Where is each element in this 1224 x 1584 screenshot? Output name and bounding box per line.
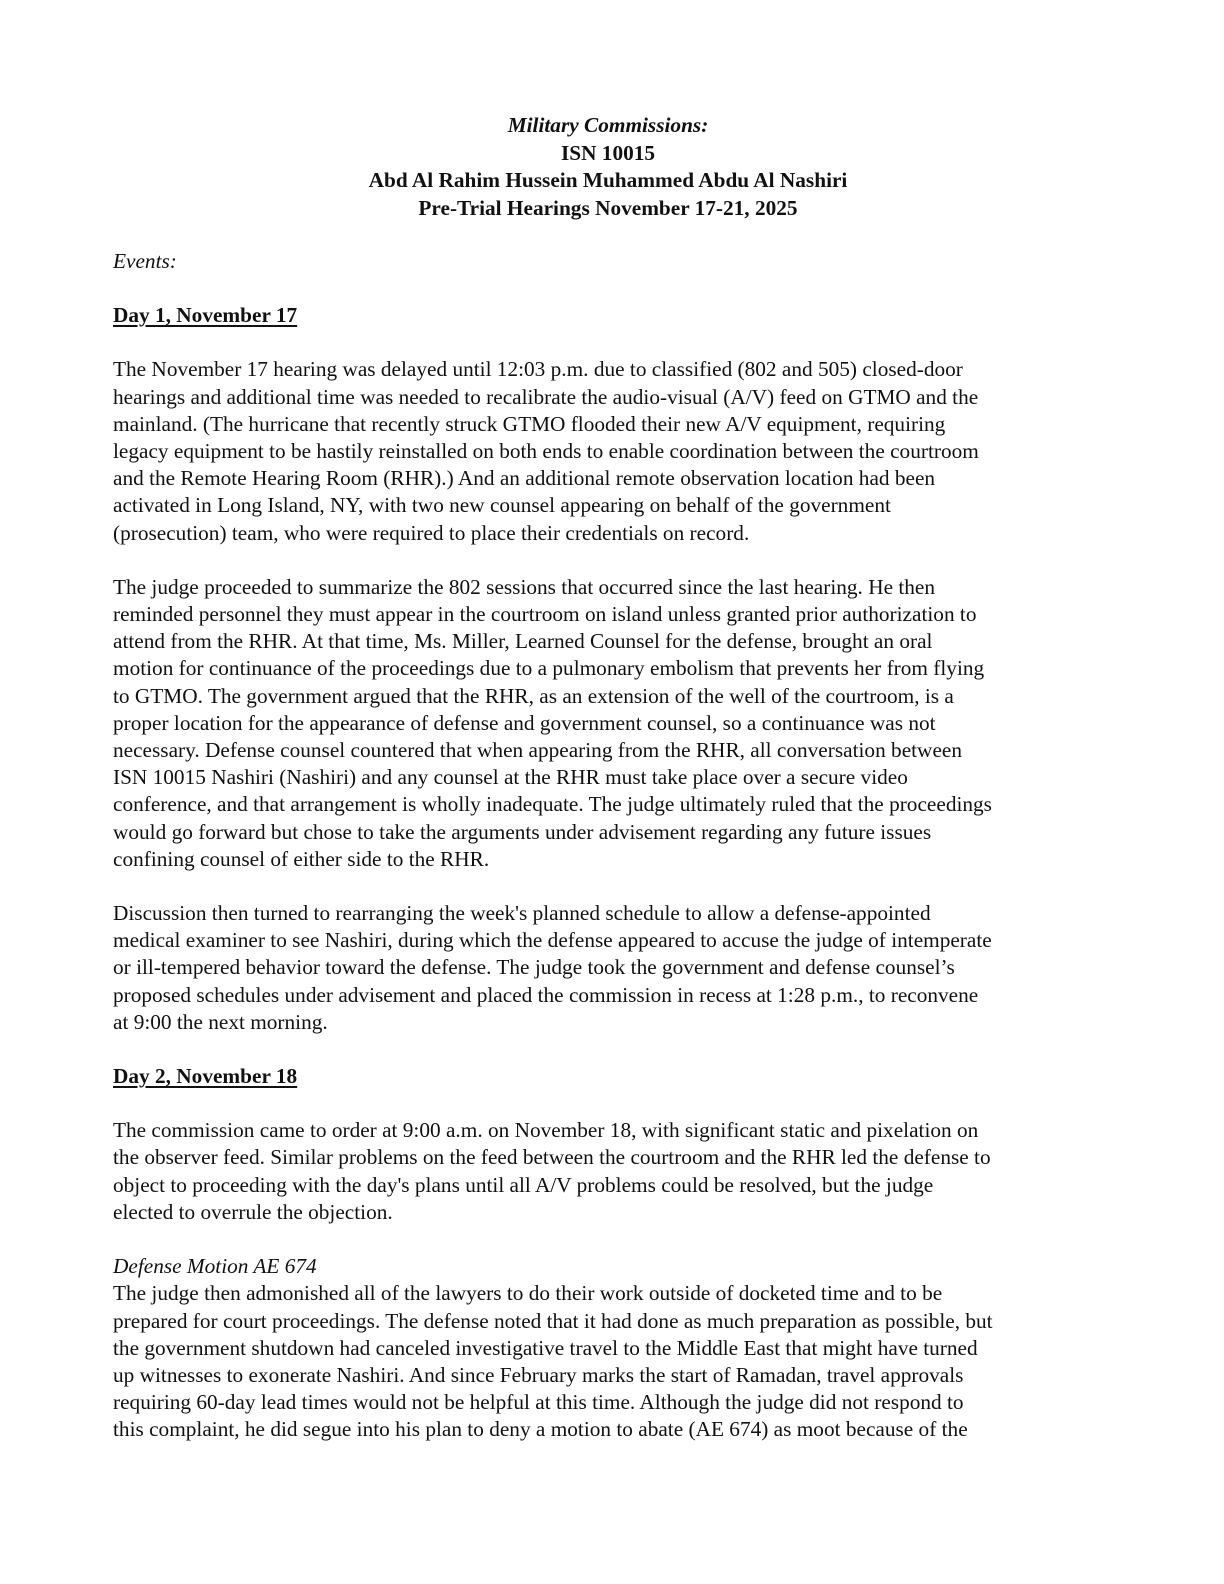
events-label: Events: [113, 249, 177, 273]
day-1-paragraph-1: The November 17 hearing was delayed until 12:03 p.m. due to classified (802 and 505) closed-door hearings and additional time was needed to recalibrate the audio-visual (A/V) feed on GTMO and the mainland. (The hurricane that recently struck GTMO flooded their new A/V equipment, requiring legacy equipment to be hastily reinstalled on both ends to enable coordination between the courtroom and the Remote Hearing Room (RHR).) And an additional remote observation location had been activated in Long Island, NY, with two new counsel appearing on behalf of the government (prosecution) team, who were required to place their credentials on record. [113, 357, 979, 545]
document-title [113, 112, 1103, 222]
title-line-hearing-dates: Pre-Trial Hearings November 17-21, 2025 [418, 195, 798, 220]
title-line-commissions: Military Commissions: [507, 113, 709, 137]
defense-motion-paragraph: The judge then admonished all of the lawyers to do their work outside of docketed time and to be prepared for court proceedings. The defense noted that it had done as much preparation as possible, but the government shutdown had canceled investigative travel to the Middle East that might have turned up witnesses to exonerate Nashiri. And since February marks the start of Ramadan, travel approvals requiring 60-day lead times would not be helpful at this time. Although the judge did not respond to this complaint, he did segue into his plan to deny a motion to abate (AE 674) as moot because of the [113, 1281, 993, 1442]
day-1-paragraph-2: The judge proceeded to summarize the 802 sessions that occurred since the last hearing. He then reminded personnel they must appear in the courtroom on island unless granted prior authorization to attend from the RHR. At that time, Ms. Miller, Learned Counsel for the defense, brought an oral motion for continuance of the proceedings due to a pulmonary embolism that prevents her from flying to GTMO. The government argued that the RHR, as an extension of the well of the courtroom, is a proper location for the appearance of defense and government counsel, so a continuance was not necessary. Defense counsel countered that when appearing from the RHR, all conversation between ISN 10015 Nashiri (Nashiri) and any counsel at the RHR must take place over a secure video conference, and that arrangement is wholly inadequate. The judge ultimately ruled that the proceedings would go forward but chose to take the arguments under advisement regarding any future issues confining counsel of either side to the RHR. [113, 574, 992, 871]
defense-motion-subheading: Defense Motion AE 674 [113, 1254, 317, 1279]
document-page [113, 112, 1103, 1444]
day-1-heading: Day 1, November 17 [113, 303, 298, 328]
day-2-paragraph-1: The commission came to order at 9:00 a.m. on November 18, with significant static and pixelation on the observer feed. Similar problems on the feed between the courtroom and the RHR led the defense to object to proceeding with the day's plans until all A/V problems could be resolved, but the judge elected to overrule the objection. [113, 1118, 991, 1224]
day-2-heading: Day 2, November 18 [113, 1064, 298, 1089]
day-1-paragraph-3: Discussion then turned to rearranging the week's planned schedule to allow a defense-appointed medical examiner to see Nashiri, during which the defense appeared to accuse the judge of intemperate or ill-tempered behavior toward the defense. The judge took the government and defense counsel’s proposed schedules under advisement and placed the commission in recess at 1:28 p.m., to reconvene at 9:00 the next morning. [113, 901, 992, 1034]
title-line-isn: ISN 10015 [560, 140, 656, 165]
title-line-detainee-name: Abd Al Rahim Hussein Muhammed Abdu Al Nashiri [368, 168, 848, 192]
